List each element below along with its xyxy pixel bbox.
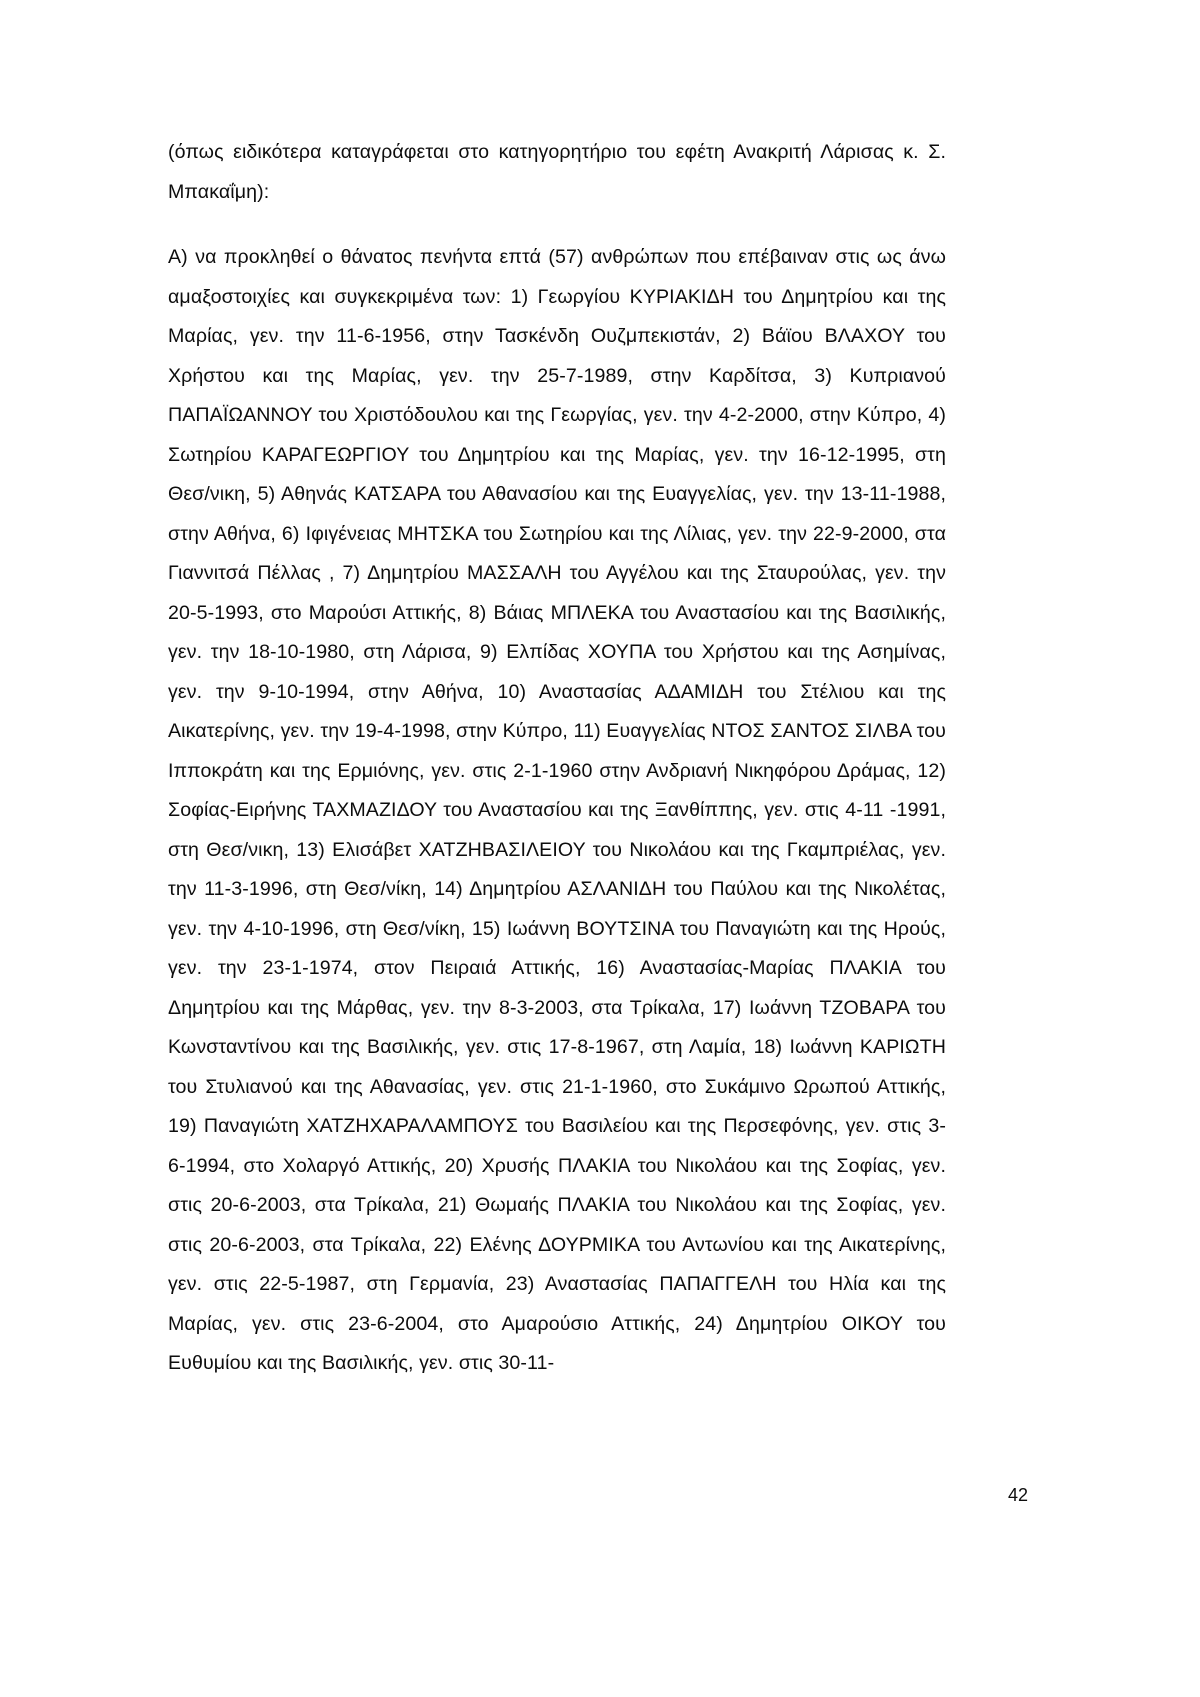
paragraph-intro: (όπως ειδικότερα καταγράφεται στο κατηγορητήριο του εφέτη Ανακριτή Λάρισας κ. Σ. Μπακαΐμη): [168,141,946,203]
document-body [168,133,946,1384]
page-number: 42 [1007,1485,1028,1505]
paragraph-charge-a: Α) να προκληθεί ο θάνατος πενήντα επτά (57) ανθρώπων που επέβαιναν στις ως άνω αμαξοστοιχίες και συγκεκριμένα των: 1) Γεωργίου ΚΥΡΙΑΚΙΔΗ του Δημητρίου και της Μαρίας, γεν. την 11-6-1956, στην Τασκένδη Ουζμπεκιστάν, 2) Βάϊου ΒΛΑΧΟΥ του Χρήστου και της Μαρίας, γεν. την 25-7-1989, στην Καρδίτσα, 3) Κυπριανού ΠΑΠΑΪΩΑΝΝΟΥ του Χριστόδουλου και της Γεωργίας, γεν. την 4-2-2000, στην Κύπρο, 4) Σωτηρίου ΚΑΡΑΓΕΩΡΓΙΟΥ του Δημητρίου και της Μαρίας, γεν. την 16-12-1995, στη Θεσ/νικη, 5) Αθηνάς ΚΑΤΣΑΡΑ του Αθανασίου και της Ευαγγελίας, γεν. την 13-11-1988, στην Αθήνα, 6) Ιφιγένειας ΜΗΤΣΚΑ του Σωτηρίου και της Λίλιας, γεν. την 22-9-2000, στα Γιαννιτσά Πέλλας , 7) Δημητρίου ΜΑΣΣΑΛΗ του Αγγέλου και της Σταυρούλας, γεν. την 20-5-1993, στο Μαρούσι Αττικής, 8) Βάιας ΜΠΛΕΚΑ του Αναστασίου και της Βασιλικής, γεν. την 18-10-1980, στη Λάρισα, 9) Ελπίδας ΧΟΥΠΑ του Χρήστου και της Ασημίνας, γεν. την 9-10-1994, στην Αθήνα, 10) Αναστασίας ΑΔΑΜΙΔΗ του Στέλιου και της Αικατερίνης, γεν. την 19-4-1998, στην Κύπρο, 11) Ευαγγελίας ΝΤΟΣ ΣΑΝΤΟΣ ΣΙΛΒΑ του Ιπποκράτη και της Ερμιόνης, γεν. στις 2-1-1960 στην Ανδριανή Νικηφόρου Δράμας, 12) Σοφίας-Ειρήνης ΤΑΧΜΑΖΙΔΟΥ του Αναστασίου και της Ξανθίππης, γεν. στις 4-11 -1991, στη Θεσ/νικη, 13) Ελισάβετ ΧΑΤΖΗΒΑΣΙΛΕΙΟΥ του Νικολάου και της Γκαμπριέλας, γεν. την 11-3-1996, στη Θεσ/νίκη, 14) Δημητρίου ΑΣΛΑΝΙΔΗ του Παύλου και της Νικολέτας, γεν. την 4-10-1996, στη Θεσ/νίκη, 15) Ιωάννη ΒΟΥΤΣΙΝΑ του Παναγιώτη και της Ηρούς, γεν. την 23-1-1974, στον Πειραιά Αττικής, 16) Αναστασίας-Μαρίας ΠΛΑΚΙΑ του Δημητρίου και της Μάρθας, γεν. την 8-3-2003, στα Τρίκαλα, 17) Ιωάννη ΤΖΟΒΑΡΑ του Κωνσταντίνου και της Βασιλικής, γεν. στις 17-8-1967, στη Λαμία, 18) Ιωάννη ΚΑΡΙΩΤΗ του Στυλιανού και της Αθανασίας, γεν. στις 21-1-1960, στο Συκάμινο Ωρωπού Αττικής, 19) Παναγιώτη ΧΑΤΖΗΧΑΡΑΛΑΜΠΟΥΣ του Βασιλείου και της Περσεφόνης, γεν. στις 3-6-1994, στο Χολαργό Αττικής, 20) Χρυσής ΠΛΑΚΙΑ του Νικολάου και της Σοφίας, γεν. στις 20-6-2003, στα Τρίκαλα, 21) Θωμαής ΠΛΑΚΙΑ του Νικολάου και της Σοφίας, γεν. στις 20-6-2003, στα Τρίκαλα, 22) Ελένης ΔΟΥΡΜΙΚΑ του Αντωνίου και της Αικατερίνης, γεν. στις 22-5-1987, στη Γερμανία, 23) Αναστασίας ΠΑΠΑΓΓΕΛΗ του Ηλία και της Μαρίας, γεν. στις 23-6-2004, στο Αμαρούσιο Αττικής, 24) Δημητρίου ΟΙΚΟΥ του Ευθυμίου και της Βασιλικής, γεν. στις 30-11- [168,246,946,1374]
